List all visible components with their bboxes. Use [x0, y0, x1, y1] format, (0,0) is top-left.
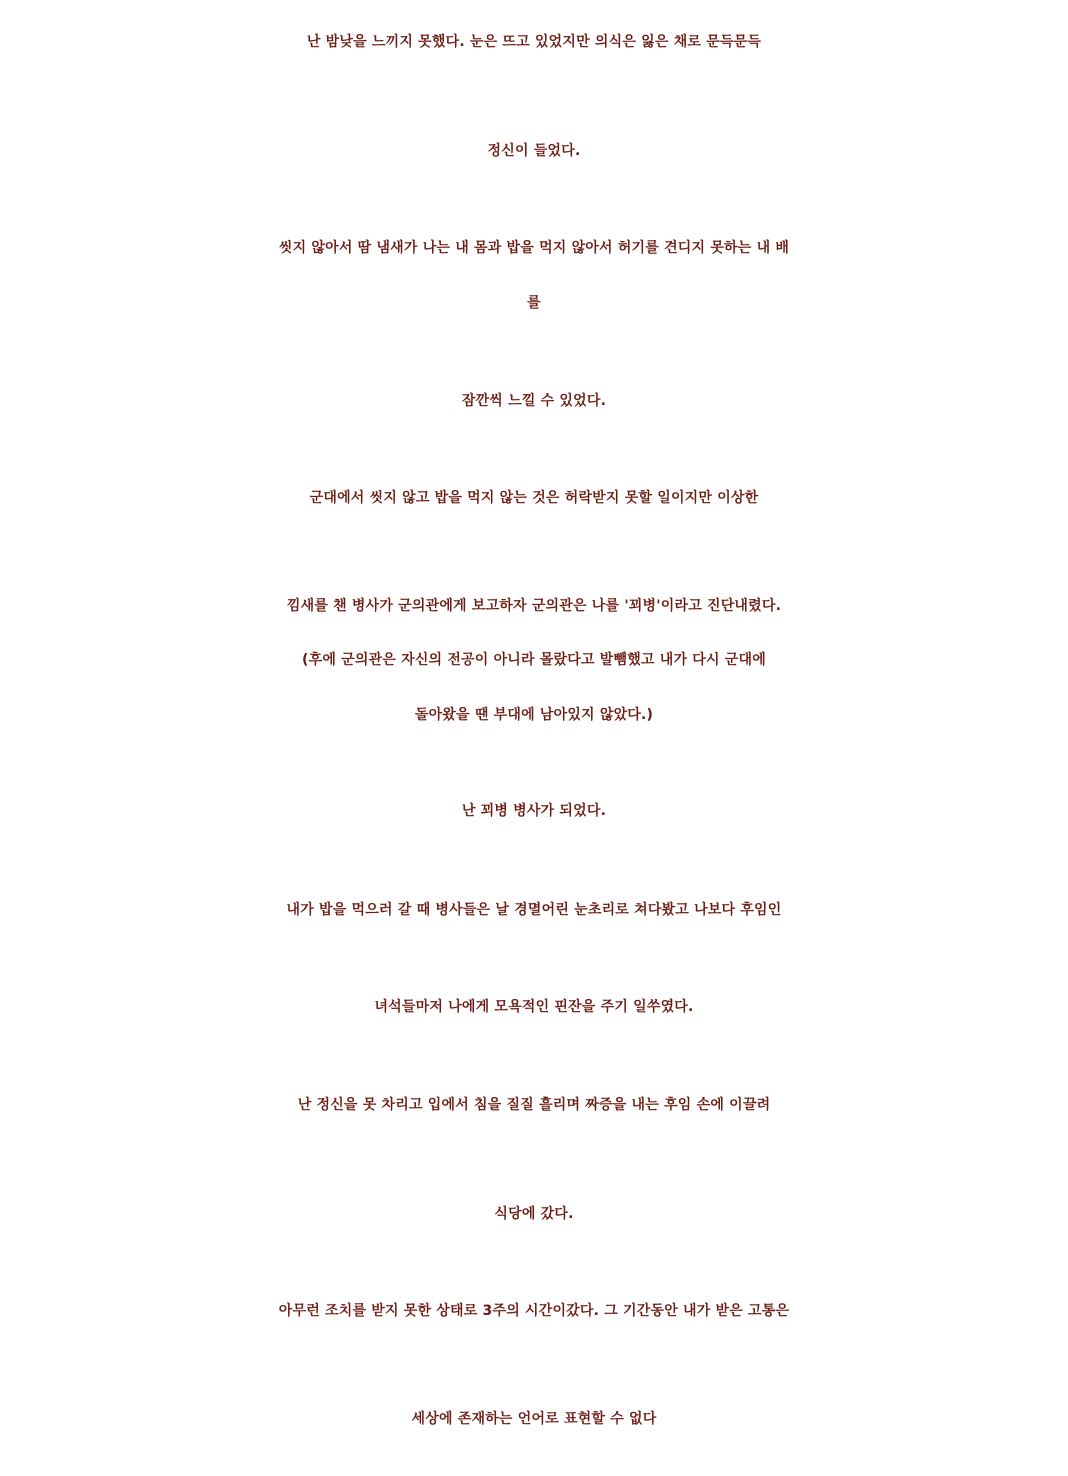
text-line: (후에 군의관은 자신의 전공이 아니라 몰랐다고 발뺌했고 내가 다시 군대에	[302, 652, 766, 668]
text-line: 식당에 갔다.	[494, 1206, 574, 1222]
text-line: 난 밤낮을 느끼지 못했다. 눈은 뜨고 있었지만 의식은 잃은 채로 문득문득	[306, 34, 762, 50]
text-line: 녀석들마저 나에게 모욕적인 핀잔을 주기 일쑤였다.	[374, 999, 694, 1015]
text-line: 씻지 않아서 땀 냄새가 나는 내 몸과 밥을 먹지 않아서 허기를 견디지 못하는 내 배	[278, 240, 790, 256]
text-line: 를	[527, 295, 541, 311]
text-line: 난 정신을 못 차리고 입에서 침을 질질 흘리며 짜증을 내는 후임 손에 이끌려	[297, 1097, 771, 1113]
text-line: 내가 밥을 먹으러 갈 때 병사들은 날 경멸어린 눈초리로 쳐다봤고 나보다 후임인	[286, 902, 782, 918]
text-line: 낌새를 챈 병사가 군의관에게 보고하자 군의관은 나를 '꾀병'이라고 진단내렸다.	[286, 598, 782, 614]
text-line: 난 꾀병 병사가 되었다.	[461, 803, 607, 819]
text-line: 잠깐씩 느낄 수 있었다.	[461, 393, 607, 409]
text-line: 세상에 존재하는 언어로 표현할 수 없다	[411, 1411, 657, 1427]
text-line: 군대에서 씻지 않고 밥을 먹지 않는 것은 허락받지 못할 일이지만 이상한	[309, 490, 759, 506]
text-line: 정신이 들었다.	[487, 143, 581, 159]
text-line: 아무런 조치를 받지 못한 상태로 3주의 시간이갔다. 그 기간동안 내가 받은 고통은	[278, 1303, 790, 1319]
text-line: 돌아왔을 땐 부대에 남아있지 않았다.)	[414, 707, 654, 723]
